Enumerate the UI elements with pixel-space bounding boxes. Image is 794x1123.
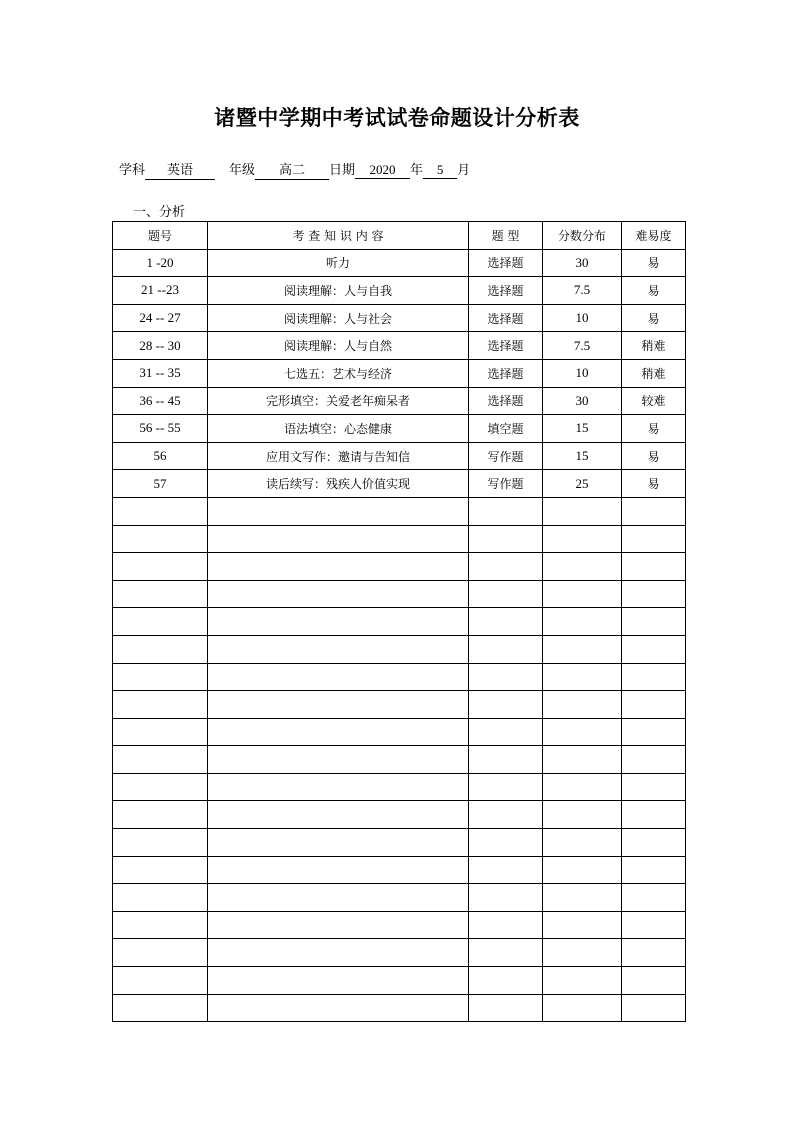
cell-question-no: 1 -20 — [113, 249, 208, 277]
empty-cell — [622, 967, 686, 995]
empty-cell — [113, 608, 208, 636]
empty-cell — [543, 856, 622, 884]
empty-cell — [469, 967, 543, 995]
empty-cell — [543, 691, 622, 719]
empty-table-row — [113, 856, 686, 884]
empty-cell — [622, 580, 686, 608]
empty-cell — [208, 773, 469, 801]
empty-cell — [622, 911, 686, 939]
empty-table-row — [113, 911, 686, 939]
table-body — [113, 249, 686, 1022]
empty-cell — [113, 801, 208, 829]
empty-cell — [113, 635, 208, 663]
cell-question-no: 56 — [113, 442, 208, 470]
empty-cell — [543, 663, 622, 691]
empty-cell — [543, 553, 622, 581]
table-row — [113, 249, 686, 277]
empty-cell — [208, 608, 469, 636]
empty-table-row — [113, 608, 686, 636]
empty-cell — [469, 580, 543, 608]
empty-cell — [543, 994, 622, 1022]
empty-cell — [208, 856, 469, 884]
empty-cell — [113, 580, 208, 608]
month-label: 月 — [457, 163, 471, 178]
empty-cell — [543, 718, 622, 746]
cell-content: 完形填空：关爱老年痴呆者 — [208, 387, 469, 415]
empty-cell — [622, 663, 686, 691]
empty-cell — [113, 773, 208, 801]
grade-value: 高二 — [255, 163, 329, 180]
cell-type: 写作题 — [469, 470, 543, 498]
empty-table-row — [113, 497, 686, 525]
subject-value: 英语 — [145, 163, 215, 180]
empty-table-row — [113, 691, 686, 719]
empty-cell — [622, 801, 686, 829]
cell-content: 语法填空：心态健康 — [208, 415, 469, 443]
empty-cell — [622, 773, 686, 801]
cell-type: 选择题 — [469, 277, 543, 305]
empty-cell — [543, 580, 622, 608]
empty-cell — [113, 663, 208, 691]
empty-cell — [469, 663, 543, 691]
empty-table-row — [113, 635, 686, 663]
empty-cell — [469, 608, 543, 636]
empty-cell — [469, 994, 543, 1022]
cell-score: 7.5 — [543, 277, 622, 305]
cell-difficulty: 易 — [622, 470, 686, 498]
cell-difficulty: 稍难 — [622, 359, 686, 387]
empty-cell — [543, 746, 622, 774]
empty-cell — [113, 718, 208, 746]
empty-cell — [208, 801, 469, 829]
table-row — [113, 304, 686, 332]
empty-cell — [543, 911, 622, 939]
empty-cell — [469, 746, 543, 774]
cell-question-no: 24 -- 27 — [113, 304, 208, 332]
empty-cell — [208, 497, 469, 525]
empty-cell — [113, 746, 208, 774]
empty-table-row — [113, 773, 686, 801]
empty-cell — [113, 525, 208, 553]
subject-label: 学科 — [119, 163, 146, 178]
empty-cell — [113, 553, 208, 581]
table-row — [113, 415, 686, 443]
cell-question-no: 21 --23 — [113, 277, 208, 305]
empty-cell — [469, 497, 543, 525]
cell-type: 写作题 — [469, 442, 543, 470]
empty-cell — [208, 718, 469, 746]
empty-cell — [113, 994, 208, 1022]
empty-cell — [113, 856, 208, 884]
table-header-row — [113, 222, 686, 250]
cell-type: 选择题 — [469, 332, 543, 360]
table-row — [113, 470, 686, 498]
empty-cell — [469, 911, 543, 939]
empty-cell — [208, 553, 469, 581]
empty-cell — [469, 829, 543, 857]
cell-difficulty: 稍难 — [622, 332, 686, 360]
cell-content: 读后续写：残疾人价值实现 — [208, 470, 469, 498]
empty-cell — [622, 718, 686, 746]
header-content: 考 查 知 识 内 容 — [208, 222, 469, 250]
empty-cell — [543, 525, 622, 553]
empty-cell — [208, 884, 469, 912]
empty-cell — [469, 773, 543, 801]
empty-cell — [208, 939, 469, 967]
cell-score: 25 — [543, 470, 622, 498]
empty-cell — [113, 939, 208, 967]
cell-score: 30 — [543, 249, 622, 277]
empty-cell — [622, 829, 686, 857]
empty-cell — [113, 911, 208, 939]
cell-difficulty: 易 — [622, 304, 686, 332]
empty-table-row — [113, 994, 686, 1022]
empty-cell — [469, 801, 543, 829]
cell-content: 七选五：艺术与经济 — [208, 359, 469, 387]
cell-content: 阅读理解：人与自我 — [208, 277, 469, 305]
empty-cell — [622, 497, 686, 525]
empty-cell — [113, 884, 208, 912]
empty-cell — [208, 663, 469, 691]
cell-question-no: 28 -- 30 — [113, 332, 208, 360]
cell-type: 选择题 — [469, 304, 543, 332]
empty-cell — [208, 525, 469, 553]
empty-cell — [622, 884, 686, 912]
empty-cell — [543, 497, 622, 525]
empty-cell — [622, 856, 686, 884]
empty-cell — [208, 746, 469, 774]
empty-table-row — [113, 884, 686, 912]
empty-table-row — [113, 525, 686, 553]
cell-score: 10 — [543, 304, 622, 332]
empty-cell — [543, 884, 622, 912]
cell-content: 阅读理解：人与社会 — [208, 304, 469, 332]
empty-cell — [208, 994, 469, 1022]
section-heading: 一、分析 — [133, 205, 186, 220]
cell-content: 阅读理解：人与自然 — [208, 332, 469, 360]
empty-cell — [208, 691, 469, 719]
empty-table-row — [113, 663, 686, 691]
empty-cell — [208, 967, 469, 995]
header-type: 题 型 — [469, 222, 543, 250]
empty-cell — [622, 994, 686, 1022]
empty-cell — [543, 967, 622, 995]
cell-score: 7.5 — [543, 332, 622, 360]
cell-question-no: 31 -- 35 — [113, 359, 208, 387]
empty-table-row — [113, 801, 686, 829]
empty-cell — [469, 635, 543, 663]
table-row — [113, 277, 686, 305]
cell-type: 选择题 — [469, 387, 543, 415]
cell-content: 应用文写作：邀请与告知信 — [208, 442, 469, 470]
date-label: 日期 — [329, 163, 356, 178]
empty-cell — [543, 635, 622, 663]
empty-cell — [622, 525, 686, 553]
cell-difficulty: 易 — [622, 415, 686, 443]
empty-cell — [469, 939, 543, 967]
cell-difficulty: 较难 — [622, 387, 686, 415]
empty-cell — [622, 608, 686, 636]
table-row — [113, 359, 686, 387]
empty-table-row — [113, 829, 686, 857]
empty-cell — [113, 691, 208, 719]
empty-cell — [469, 553, 543, 581]
table-row — [113, 442, 686, 470]
cell-type: 填空题 — [469, 415, 543, 443]
empty-cell — [543, 829, 622, 857]
empty-cell — [622, 635, 686, 663]
empty-table-row — [113, 967, 686, 995]
empty-cell — [622, 746, 686, 774]
month-value: 5 — [423, 162, 457, 179]
empty-cell — [469, 718, 543, 746]
cell-type: 选择题 — [469, 359, 543, 387]
empty-cell — [543, 773, 622, 801]
meta-line — [119, 159, 470, 180]
cell-score: 15 — [543, 415, 622, 443]
empty-cell — [113, 829, 208, 857]
empty-cell — [113, 497, 208, 525]
empty-cell — [208, 635, 469, 663]
cell-difficulty: 易 — [622, 277, 686, 305]
cell-score: 30 — [543, 387, 622, 415]
empty-table-row — [113, 580, 686, 608]
empty-cell — [208, 829, 469, 857]
empty-table-row — [113, 939, 686, 967]
analysis-table — [112, 221, 686, 1022]
empty-cell — [622, 553, 686, 581]
cell-score: 10 — [543, 359, 622, 387]
empty-cell — [469, 856, 543, 884]
table-row — [113, 332, 686, 360]
empty-cell — [469, 884, 543, 912]
cell-score: 15 — [543, 442, 622, 470]
empty-cell — [543, 939, 622, 967]
empty-cell — [208, 911, 469, 939]
empty-cell — [543, 608, 622, 636]
cell-question-no: 56 -- 55 — [113, 415, 208, 443]
empty-cell — [208, 580, 469, 608]
cell-type: 选择题 — [469, 249, 543, 277]
empty-table-row — [113, 746, 686, 774]
year-value: 2020 — [355, 162, 410, 179]
header-question-no: 题号 — [113, 222, 208, 250]
empty-cell — [469, 525, 543, 553]
empty-table-row — [113, 718, 686, 746]
cell-difficulty: 易 — [622, 442, 686, 470]
cell-question-no: 57 — [113, 470, 208, 498]
empty-cell — [543, 801, 622, 829]
cell-difficulty: 易 — [622, 249, 686, 277]
table-row — [113, 387, 686, 415]
header-score: 分数分布 — [543, 222, 622, 250]
cell-content: 听力 — [208, 249, 469, 277]
year-label: 年 — [410, 163, 424, 178]
empty-cell — [113, 967, 208, 995]
empty-table-row — [113, 553, 686, 581]
header-difficulty: 难易度 — [622, 222, 686, 250]
empty-cell — [622, 939, 686, 967]
page-title: 诸暨中学期中考试试卷命题设计分析表 — [214, 106, 580, 130]
empty-cell — [469, 691, 543, 719]
empty-cell — [622, 691, 686, 719]
cell-question-no: 36 -- 45 — [113, 387, 208, 415]
grade-label: 年级 — [229, 163, 256, 178]
